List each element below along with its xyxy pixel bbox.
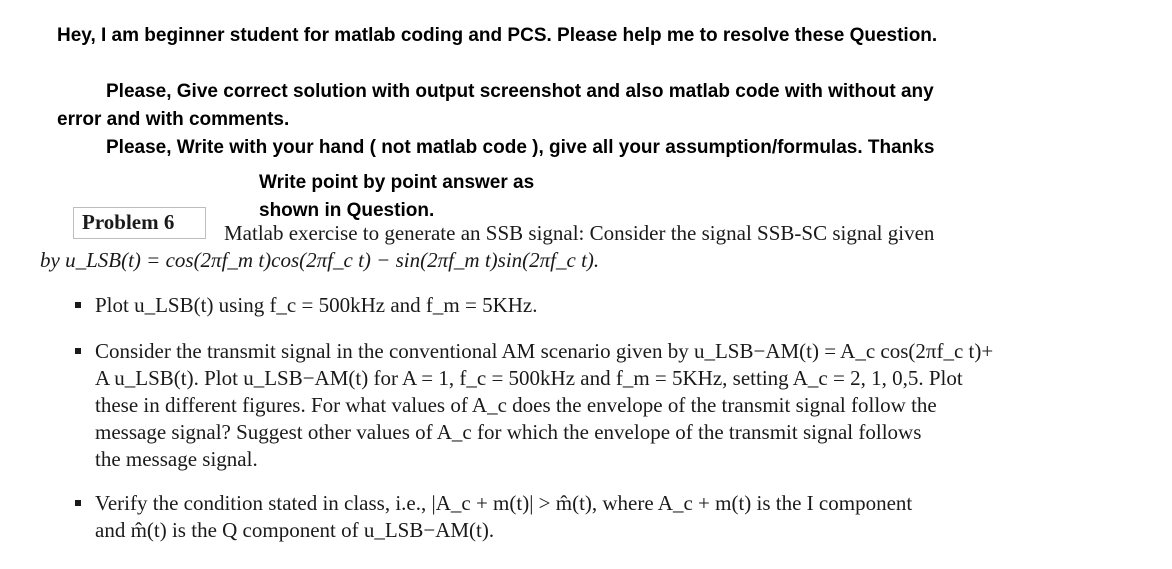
request-line-1: Hey, I am beginner student for matlab coding and PCS. Please help me to resolve these Question. [57,25,938,46]
bullet-marker [75,500,81,506]
bullet-3 [95,490,912,544]
bullet-marker [75,302,81,308]
bullet-2 [95,338,993,473]
bullet-2-line-1: Consider the transmit signal in the conventional AM scenario given by u_LSB−AM(t) = A_c cos(2πf_c t)+ [95,339,994,363]
request-line-6: shown in Question. [259,200,435,221]
bullet-2-line-2: A u_LSB(t). Plot u_LSB−AM(t) for A = 1, f_c = 500kHz and f_m = 5KHz, setting A_c = 2, 1, 0,5. Plot [95,366,963,390]
bullet-marker [75,348,81,354]
request-line-5: Write point by point answer as [259,172,535,193]
request-line-4: Please, Write with your hand ( not matlab code ), give all your assumption/formulas. Thanks [106,137,935,158]
problem-label: Problem 6 [82,210,175,234]
bullet-1-line-1: Plot u_LSB(t) using f_c = 500kHz and f_m = 5KHz. [95,293,538,317]
bullet-2-line-3: these in different figures. For what values of A_c does the envelope of the transmit signal follow the [95,393,937,417]
problem-intro-line-1: Matlab exercise to generate an SSB signal: Consider the signal SSB-SC signal given [224,221,935,245]
bullet-1 [95,292,537,319]
bullet-2-line-5: the message signal. [95,447,258,471]
problem-intro-line-2: by u_LSB(t) = cos(2πf_m t)cos(2πf_c t) − sin(2πf_m t)sin(2πf_c t). [40,248,600,272]
request-line-2: Please, Give correct solution with output screenshot and also matlab code with without any [106,81,934,102]
bullet-3-line-1: Verify the condition stated in class, i.e., |A_c + m(t)| > m̂(t), where A_c + m(t) is the I component [95,491,913,515]
bullet-3-line-2: and m̂(t) is the Q component of u_LSB−AM(t). [95,518,495,542]
request-line-3: error and with comments. [57,109,290,130]
bullet-2-line-4: message signal? Suggest other values of A_c for which the envelope of the transmit signal follows [95,420,922,444]
